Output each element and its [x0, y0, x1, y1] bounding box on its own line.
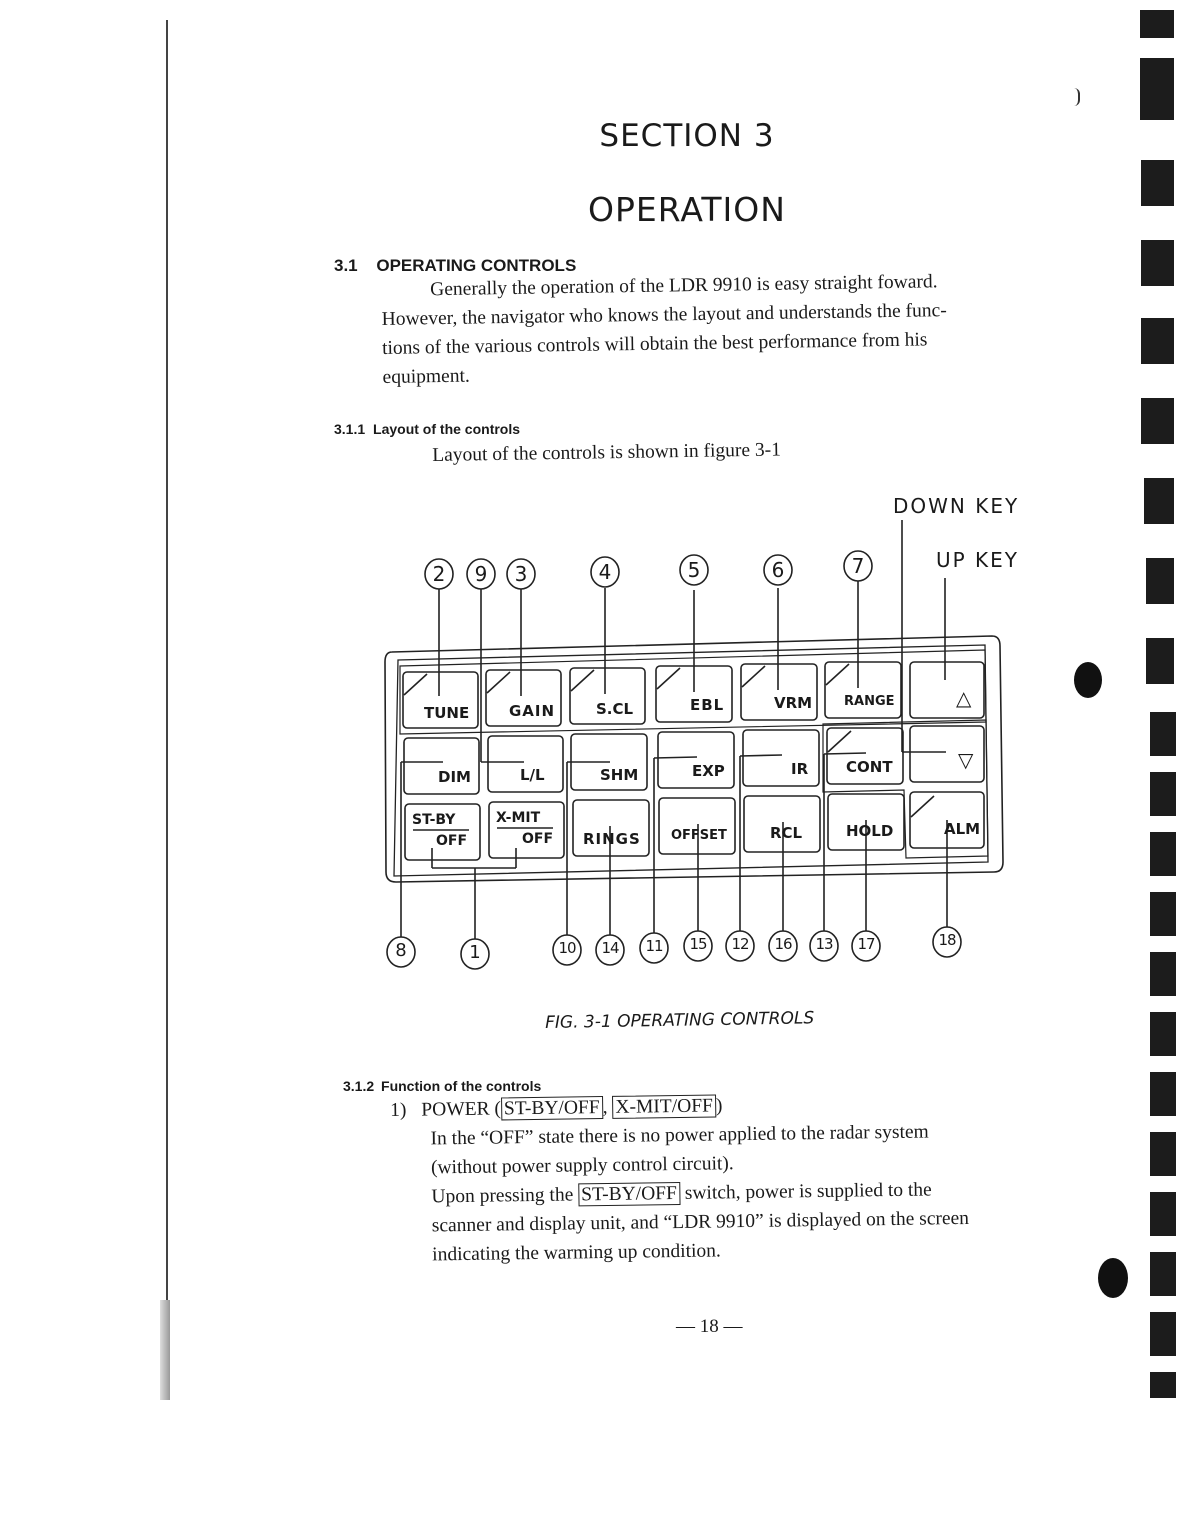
callout-9: 9 — [474, 562, 488, 586]
key-cont[interactable]: CONT — [846, 758, 893, 776]
callout-15: 15 — [689, 935, 707, 953]
callout-16: 16 — [774, 935, 792, 953]
paragraph-line: equipment. — [382, 365, 470, 388]
key-ir[interactable]: IR — [791, 760, 809, 778]
key-standby-top: ST-BY — [412, 812, 456, 828]
callout-3: 3 — [514, 562, 528, 586]
key-hold[interactable]: HOLD — [846, 822, 894, 840]
heading-text: Function of the controls — [381, 1078, 542, 1094]
paragraph-line: indicating the warming up condition. — [432, 1240, 721, 1266]
up-key-label: UP KEY — [936, 548, 1020, 572]
key-transmit-bottom: OFF — [522, 831, 554, 847]
layout-text: Layout of the controls is shown in figure 3-1 — [432, 439, 782, 466]
heading-3-1-1 — [334, 421, 520, 437]
key-up-arrow[interactable]: △ — [956, 686, 972, 710]
callout-13: 13 — [815, 935, 833, 953]
paragraph-line: (without power supply control circuit). — [430, 1153, 734, 1179]
key-range[interactable]: RANGE — [844, 694, 895, 709]
item-number: 1) — [390, 1099, 407, 1121]
key-scl[interactable]: S.CL — [596, 700, 634, 718]
heading-text: Layout of the controls — [373, 421, 521, 437]
key-vrm[interactable]: VRM — [774, 694, 813, 712]
key-alm[interactable]: ALM — [944, 820, 981, 838]
callout-5: 5 — [687, 558, 701, 582]
item-title: POWER ( — [421, 1098, 502, 1121]
page-number: — 18 — — [676, 1316, 743, 1337]
callout-18: 18 — [938, 931, 956, 949]
figure-caption: FIG. 3-1 OPERATING CONTROLS — [545, 1008, 815, 1033]
key-ll[interactable]: L/L — [520, 766, 545, 784]
heading-3-1-2 — [343, 1078, 541, 1094]
callout-7: 7 — [851, 554, 865, 578]
key-shm[interactable]: SHM — [600, 766, 639, 784]
heading-number: 3.1.2 — [343, 1078, 375, 1094]
section-title: OPERATION — [588, 190, 786, 229]
separator: , — [602, 1096, 608, 1119]
callout-11: 11 — [645, 937, 663, 955]
standby-off-key-ref: ST-BY/OFF — [501, 1096, 603, 1120]
punch-hole-lower — [1098, 1258, 1128, 1298]
standby-off-key-ref: ST-BY/OFF — [578, 1182, 680, 1206]
key-gain[interactable]: GAIN — [509, 702, 556, 720]
page-binding-edge — [166, 20, 168, 1400]
scan-shadow — [160, 1300, 170, 1400]
key-rings[interactable]: RINGS — [583, 830, 641, 848]
section-label: SECTION 3 — [599, 118, 775, 154]
power-function — [390, 1087, 1062, 1270]
callout-17: 17 — [857, 935, 875, 953]
key-standby-off[interactable] — [412, 810, 472, 852]
key-standby-bottom: OFF — [436, 833, 468, 849]
figure-operating-controls — [370, 490, 1040, 980]
key-tune[interactable]: TUNE — [424, 704, 470, 722]
key-transmit-top: X-MIT — [496, 810, 541, 826]
paragraph-line: scanner and display unit, and “LDR 9910” is displayed on the screen — [431, 1207, 970, 1237]
punch-hole-upper — [1074, 662, 1102, 698]
power-description — [390, 1116, 1062, 1270]
key-dim[interactable]: DIM — [438, 768, 471, 786]
callout-4: 4 — [598, 560, 612, 584]
paragraph-line: Generally the operation of the LDR 9910 is easy straight foward. — [430, 271, 938, 301]
scan-mark — [1074, 88, 1080, 106]
transmit-off-key-ref: X-MIT/OFF — [612, 1094, 716, 1118]
heading-number: 3.1 — [334, 256, 358, 275]
callout-12: 12 — [731, 935, 749, 953]
key-offset[interactable]: OFFSET — [671, 828, 727, 843]
text: Upon pressing the — [431, 1184, 574, 1208]
heading-text: OPERATING CONTROLS — [376, 256, 577, 275]
paragraph-line: In the “OFF” state there is no power applied to the radar system — [430, 1121, 929, 1150]
callout-10: 10 — [558, 939, 576, 957]
callout-1: 1 — [469, 942, 481, 963]
key-rcl[interactable]: RCL — [770, 824, 803, 842]
down-key-label: DOWN KEY — [893, 494, 1020, 518]
key-down-arrow[interactable]: ▽ — [958, 748, 974, 772]
callout-14: 14 — [601, 939, 619, 957]
callout-2: 2 — [432, 562, 446, 586]
callout-6: 6 — [771, 558, 785, 582]
callout-8: 8 — [395, 940, 407, 961]
intro-paragraph — [381, 266, 1043, 392]
key-exp[interactable]: EXP — [692, 762, 725, 780]
closing-paren: ) — [715, 1095, 723, 1117]
key-transmit-off[interactable] — [496, 808, 556, 850]
text: switch, power is supplied to the — [684, 1179, 932, 1204]
paragraph-line: However, the navigator who knows the layout and understands the func- — [381, 300, 947, 330]
paragraph-line: tions of the various controls will obtain the best performance from his — [381, 329, 928, 359]
heading-number: 3.1.1 — [334, 421, 366, 437]
key-ebl[interactable]: EBL — [690, 696, 725, 714]
